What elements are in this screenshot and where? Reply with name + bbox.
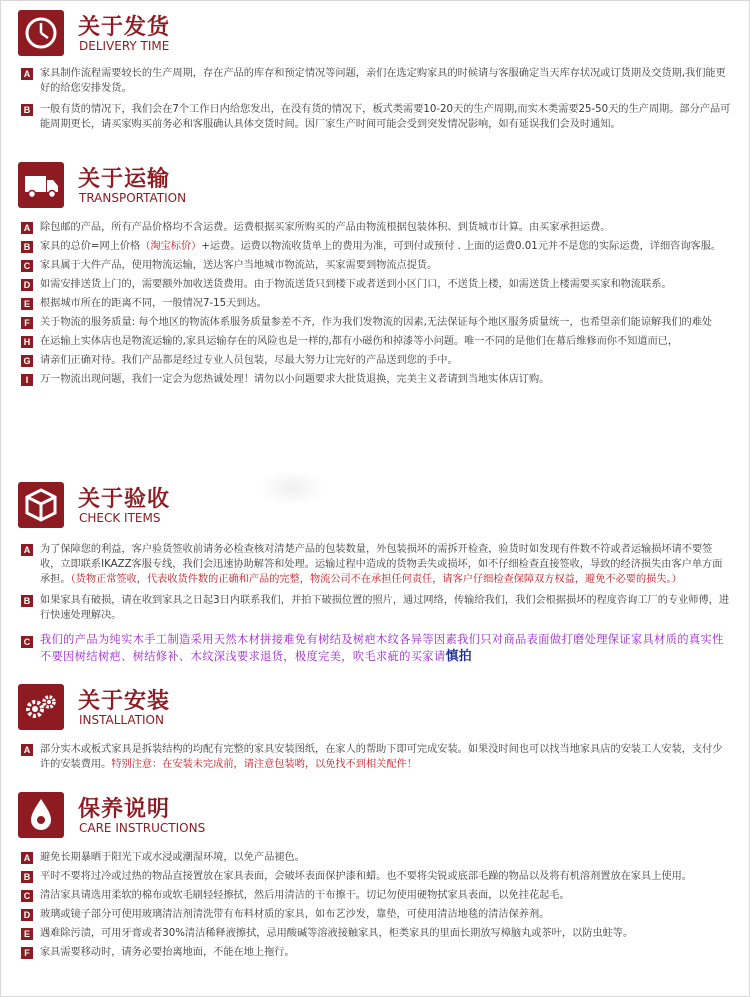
item-text: 一般有货的情况下，我们会在7个工作日内给您发出，在没有货的情况下，板式类需要10-20天的生产周期,而实木类需要25-50天的生产周期。部分产品可能周期更长，请买家购买前务必和客服确认具体交货时间。因厂家生产时间可能会受到突发情况影响，如有延误我们会及时通知。: [40, 104, 731, 130]
letter-badge: F: [21, 947, 33, 959]
item-text: 部分实木或板式家具是拆装结构的均配有完整的家具安装图纸，在家人的帮助下即可完成安装。如果没时间也可以找当地家具店的安装工人安装，支付少许的安装费用。: [40, 744, 723, 770]
wood-notice: 我们的产品为纯实木手工制造采用天然木材拼接难免有树结及树疤木纹各异等因素我们只对商品表面做打磨处理保证家具材质的真实性不要因树结树疤、树结修补、木纹深浅要求退货，极度完美，吹毛求疵的买家请: [40, 633, 724, 663]
transport-item-h: [20, 334, 732, 349]
care-subtitle: CARE INSTRUCTIONS: [79, 821, 206, 835]
transport-item-g: [20, 353, 732, 368]
transport-item-b: [20, 239, 732, 254]
care-item-e: [20, 926, 732, 941]
delivery-list: [20, 66, 732, 136]
item-text: 家具的总价=网上价格: [40, 241, 141, 252]
item-text: 避免长期暴晒于阳光下或水浸或潮湿环境，以免产品褪色。: [40, 852, 305, 863]
care-item-a: [20, 850, 732, 865]
gears-icon: [18, 684, 64, 730]
letter-badge: E: [21, 928, 33, 940]
item-text: 家具需要移动时，请务必要抬离地面，不能在地上拖行。: [40, 947, 295, 958]
check-subtitle: CHECK ITEMS: [79, 511, 161, 525]
drop-icon: [18, 792, 64, 838]
transport-item-f: [20, 315, 732, 330]
item-text: 如需安排送货上门的，需要额外加收送货费用。由于物流送货只到楼下或者送到小区门口，不送货上楼，如需送货上楼需要买家和物流联系。: [40, 279, 672, 290]
truck-icon: [18, 162, 64, 208]
check-list: [20, 542, 732, 669]
letter-badge: A: [21, 222, 33, 234]
letter-badge: B: [21, 104, 33, 116]
transport-list: [20, 220, 732, 391]
item-text: 请亲们正确对待。我们产品都是经过专业人员包装，尽最大努力让完好的产品送到您的手中。: [40, 355, 458, 366]
item-text: 家具制作流程需要较长的生产周期，存在产品的库存和预定情况等问题，亲们在选定购家具的时候请与客服确定当天库存状况或订货期及交货期,我们能更好的给您安排发货。: [40, 68, 726, 94]
care-section: [0, 790, 750, 958]
item-text: 家具属于大件产品，使用物流运输，送达客户当地城市物流站，买家需要到物流点提货。: [40, 260, 438, 271]
letter-badge: C: [21, 636, 33, 648]
item-text: 清洁家具请选用柔软的棉布或软毛刷轻轻擦拭，然后用清洁的干布擦干。切记勿使用硬物拭家具表面，以免挂花起毛。: [40, 890, 570, 901]
care-item-f: [20, 945, 732, 960]
price-note: （淘宝标价）: [140, 241, 202, 252]
check-item-a: [20, 542, 732, 587]
transport-item-c: [20, 258, 732, 273]
check-item-c: [20, 631, 732, 665]
check-title: 关于验收: [78, 487, 171, 512]
letter-badge: C: [21, 260, 33, 272]
item-text: 如果家具有破损，请在收到家具之日起3日内联系我们，并拍下破损位置的照片，通过网络，传输给我们，我们会根据损坏的程度咨询工厂的专业师傅，进行快速处理解决。: [40, 595, 730, 621]
delivery-subtitle: DELIVERY TIME: [79, 39, 170, 53]
item-text: 遇难除污渍，可用牙膏或者30%清洁稀释液擦拭，忌用酸碱等溶液接触家具，柜类家具的里面长期放写樟脑丸或茶叶，以防虫蛀等。: [40, 928, 634, 939]
letter-badge: B: [21, 241, 33, 253]
transport-subtitle: TRANSPORTATION: [79, 191, 187, 205]
letter-badge: D: [21, 909, 33, 921]
item-text: 为了保障您的利益，客户验货签收前请务必检查核对清楚产品的包装数量，外包装损坏的需拆开检查，验货时如发现有件数不符或者运输损坏请不要签收，立即联系IKAZZ客服专线，我们会迅速协助解答和处理。运输过程中造成的货物丢失或损坏，如不仔细检查直接签收，导致的经济损失由客户单方面承担。: [40, 544, 723, 585]
letter-badge: D: [21, 279, 33, 291]
letter-badge: G: [21, 355, 33, 367]
letter-badge: A: [21, 852, 33, 864]
install-subtitle: INSTALLATION: [79, 713, 164, 727]
item-text: 在运输上实体店也是物流运输的,家具运输存在的风险也是一样的,都有小磁伤和掉漆等小问题。唯一不同的是他们在幕后维修而你不知道而已，: [40, 336, 679, 347]
warning-note: （货物正常签收，代表收货件数的正确和产品的完整，物流公司不在承担任何责任，请客户仔细检查保障双方权益，避免不必要的损失。）: [70, 574, 682, 585]
install-title: 关于安装: [78, 689, 171, 714]
letter-badge: E: [21, 298, 33, 310]
box-icon: [18, 482, 64, 528]
install-section: [0, 682, 750, 770]
item-text: 关于物流的服务质量: 每个地区的物流体系服务质量参差不齐，作为我们发物流的因素,无法保证每个地区服务质量统一，也希望亲们能谅解我们的难处: [40, 317, 713, 328]
care-title: 保养说明: [78, 797, 171, 822]
care-item-d: [20, 907, 732, 922]
caution-word: 慎拍: [445, 649, 472, 664]
check-section: [0, 480, 750, 664]
letter-badge: A: [21, 744, 33, 756]
item-text: 根据城市所在的距离不同，一般情况7-15天到达。: [40, 298, 267, 309]
warning-note: 特别注意：在安装未完成前，请注意包装哟，以免找不到相关配件！: [111, 759, 417, 770]
letter-badge: I: [21, 374, 33, 386]
item-text: 万一物流出现问题，我们一定会为您热诚处理！请勿以小问题要求大批货退换，完美主义者请到当地实体店订购。: [40, 374, 550, 385]
letter-badge: A: [21, 68, 33, 80]
transport-title: 关于运输: [78, 167, 171, 192]
clock-icon: [18, 10, 64, 56]
transport-section: [0, 160, 750, 385]
letter-badge: H: [21, 336, 33, 348]
delivery-section: [0, 8, 750, 130]
check-item-b: [20, 593, 732, 623]
transport-item-i: [20, 372, 732, 387]
letter-badge: B: [21, 595, 33, 607]
letter-badge: F: [21, 317, 33, 329]
transport-item-d: [20, 277, 732, 292]
item-text: 玻璃或镜子部分可使用玻璃清洁剂清洗带有布料材质的家具，如布艺沙发，靠垫，可使用清洁地毯的清洁保养剂。: [40, 909, 550, 920]
install-item-a: [20, 742, 732, 772]
transport-item-e: [20, 296, 732, 311]
install-list: [20, 742, 732, 776]
delivery-item-a: [20, 66, 732, 96]
letter-badge: C: [21, 890, 33, 902]
care-list: [20, 850, 732, 964]
item-text: 除包邮的产品，所有产品价格均不含运费。运费根据买家所购买的产品由物流根据包装体积、到货城市计算。由买家承担运费。: [40, 222, 611, 233]
item-text-cont: +运费。运费以物流收货单上的费用为准，可到付或预付 . 上面的运费0.01元并不是您的实际运费，详细咨询客服。: [201, 241, 722, 252]
delivery-item-b: [20, 102, 732, 132]
transport-item-a: [20, 220, 732, 235]
care-item-b: [20, 869, 732, 884]
item-text: 平时不要将过冷或过热的物品直接置放在家具表面，会破坏表面保护漆和蜡。也不要将尖锐或底部毛躁的物品以及将有机溶剂置放在家具上使用。: [40, 871, 692, 882]
delivery-title: 关于发货: [78, 15, 171, 40]
letter-badge: B: [21, 871, 33, 883]
care-item-c: [20, 888, 732, 903]
letter-badge: A: [21, 544, 33, 556]
